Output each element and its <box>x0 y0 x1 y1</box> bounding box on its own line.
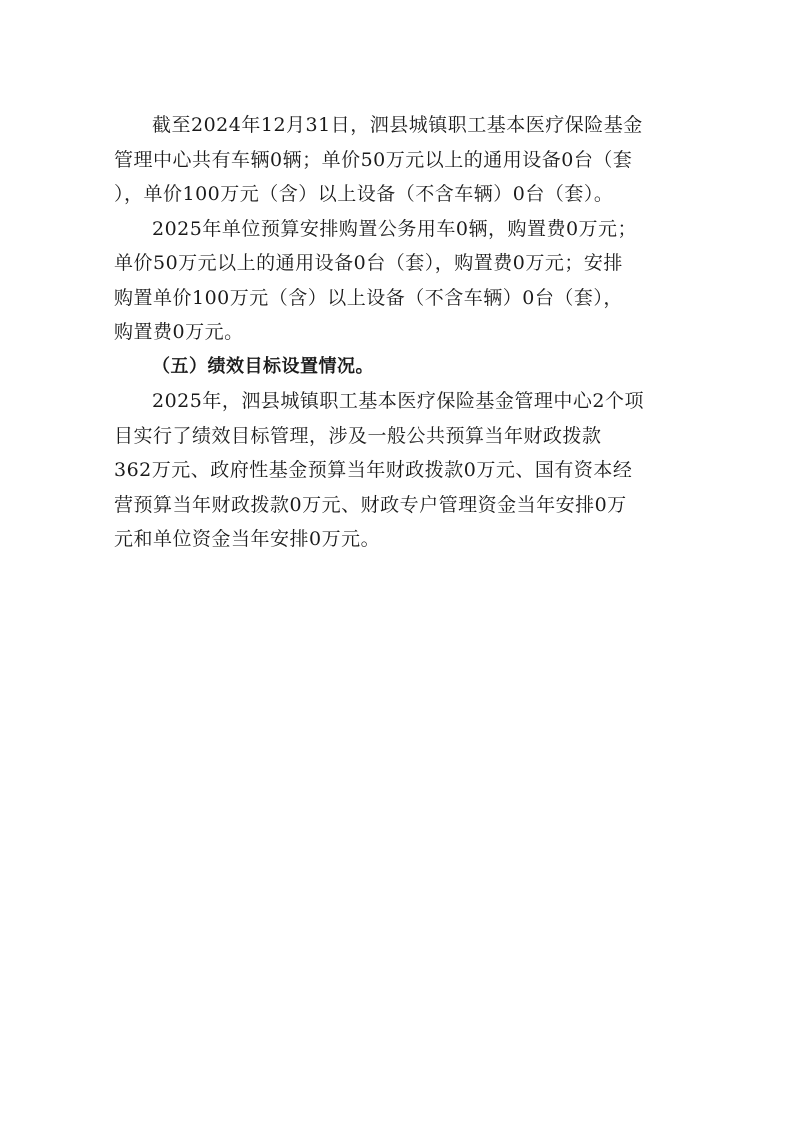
text-line: 2025年单位预算安排购置公务用车0辆，购置费0万元； <box>152 217 638 240</box>
text-line: 购置费0万元。 <box>114 321 244 343</box>
text-line: 单价50万元以上的通用设备0台（套），购置费0万元；安排 <box>114 252 623 274</box>
section-heading: （五）绩效目标设置情况。 <box>152 355 374 377</box>
text-line: 362万元、政府性基金预算当年财政拨款0万元、国有资本经 <box>114 459 633 481</box>
paragraph-vehicle-assets <box>114 108 684 212</box>
text-line: 2025年，泗县城镇职工基本医疗保险基金管理中心2个项 <box>152 390 644 412</box>
text-line: ），单价100万元（含）以上设备（不含车辆）0台（套）。 <box>114 183 614 205</box>
text-line: 管理中心共有车辆0辆；单价50万元以上的通用设备0台（套 <box>114 148 633 171</box>
text-line: 元和单位资金当年安排0万元。 <box>114 528 381 550</box>
paragraph-purchase-budget <box>114 212 684 350</box>
text-line: 营预算当年财政拨款0万元、财政专户管理资金当年安排0万 <box>114 493 627 516</box>
text-line: 购置单价100万元（含）以上设备（不含车辆）0台（套）， <box>114 286 623 309</box>
paragraph-performance-management <box>114 384 684 557</box>
document-body <box>114 108 684 557</box>
text-line: 目实行了绩效目标管理，涉及一般公共预算当年财政拨款 <box>114 424 602 447</box>
section-heading-performance-goals <box>114 350 684 385</box>
text-line: 截至2024年12月31日，泗县城镇职工基本医疗保险基金 <box>152 114 643 136</box>
